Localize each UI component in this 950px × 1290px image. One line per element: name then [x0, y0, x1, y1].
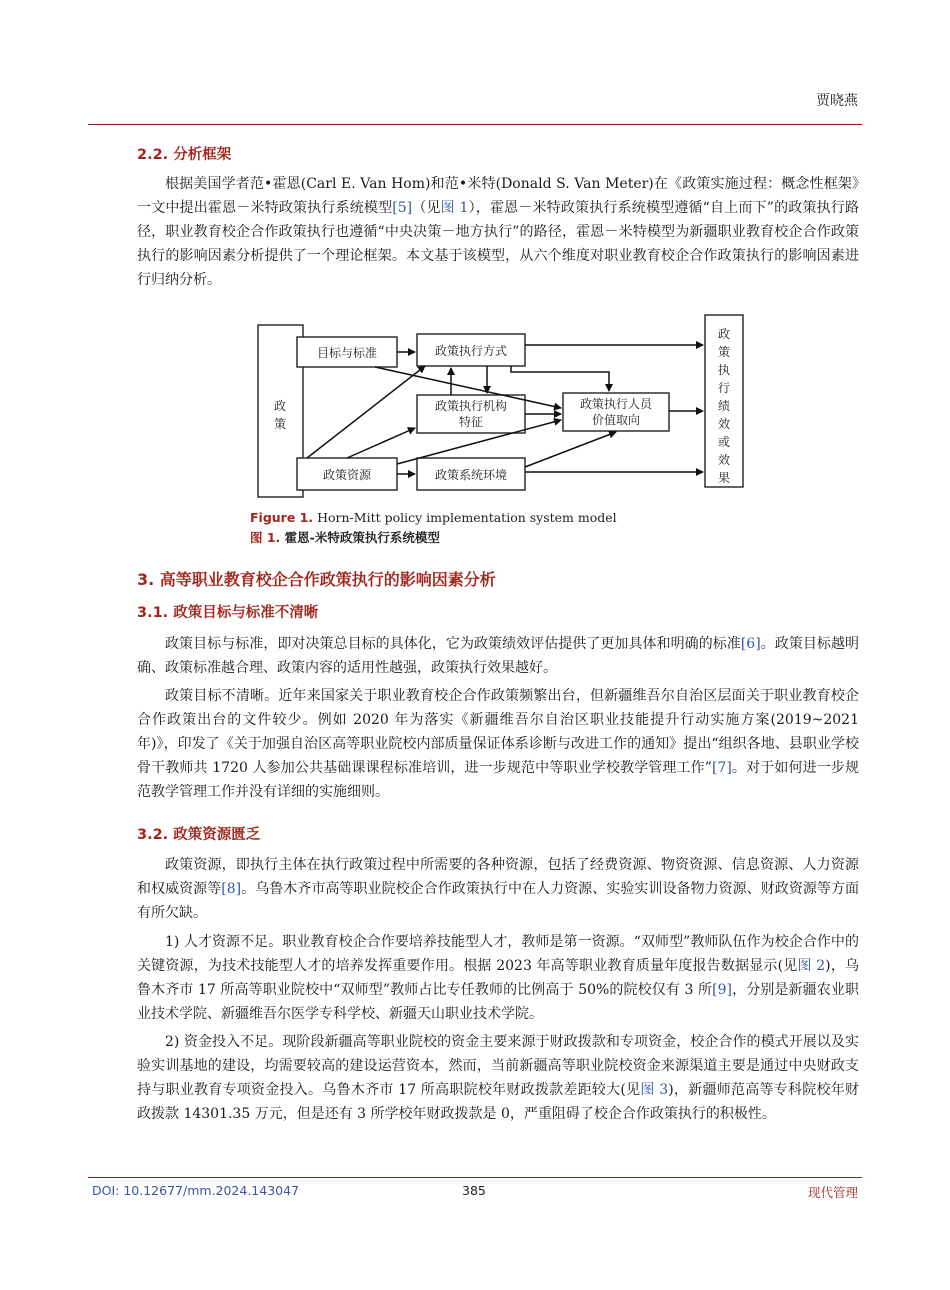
- svg-text:政: 政: [717, 327, 731, 341]
- arrow-resources-method: [307, 366, 425, 458]
- horn-mitt-model-diagram: [255, 312, 755, 512]
- citation-5[interactable]: [5]: [392, 200, 413, 216]
- node-policy-char-1: 政: [273, 399, 287, 413]
- section-3-1-title: 3.1. 政策目标与标准不清晰: [137, 605, 319, 621]
- section-3-title: 3. 高等职业教育校企合作政策执行的影响因素分析: [137, 570, 496, 589]
- section-3-2-paragraph-1: 政策资源，即执行主体在执行政策过程中所需要的各种资源，包括了经费资源、物资资源、信息资源、人力资源和权威资源等[8]。乌鲁木齐市高等职业院校企合作政策执行中在人力资源、实验实训设备物力资源、财政资源等方面有所欠缺。: [137, 857, 860, 921]
- figure-1-caption-en: Figure 1. Horn-Mitt policy implementation system model: [250, 510, 617, 525]
- arrow-environment-staff: [525, 432, 616, 467]
- svg-text:效: 效: [717, 417, 731, 431]
- node-staff-label-2: 价值取向: [591, 413, 641, 427]
- svg-text:行: 行: [717, 381, 731, 395]
- node-agency-label-2: 特征: [458, 415, 484, 429]
- footer-doi[interactable]: DOI: 10.12677/mm.2024.143047: [92, 1183, 300, 1198]
- header-author: 贾晓燕: [816, 93, 858, 109]
- citation-7[interactable]: [7]: [711, 760, 732, 776]
- arrow-resources-agency: [347, 428, 415, 458]
- figure-3-link[interactable]: 图 3: [640, 1082, 669, 1098]
- section-3-1-paragraph-1: 政策目标与标准，即对决策总目标的具体化，它为政策绩效评估提供了更加具体和明确的标准[6]。政策目标越明确、政策标准越合理、政策内容的适用性越强，政策执行效果越好。: [137, 636, 860, 676]
- section-2-2-paragraph: 根据美国学者范•霍恩(Carl E. Van Hom)和范•米特(Donald S. Van Meter)在《政策实施过程：概念性框架》一文中提出霍恩－米特政策执行系统模型[5]（见图 1），霍恩－米特政策执行系统模型遵循“自上而下”的政策执行路径，职业教育校企合作政策执行也遵循“中央决策－地方执行”的路径，霍恩－米特模型为新疆职业教育校企合作政策执行的影响因素分析提供了一个理论框架。本文基于该模型，从六个维度对职业教育校企合作政策执行的影响因素进行归纳分析。: [137, 176, 859, 288]
- svg-text:绩: 绩: [717, 399, 731, 413]
- svg-text:效: 效: [717, 453, 731, 467]
- node-method-label: 政策执行方式: [434, 344, 508, 358]
- svg-text:策: 策: [717, 345, 731, 359]
- citation-9[interactable]: [9]: [712, 982, 732, 998]
- section-3-1-paragraph-2: 政策目标不清晰。近年来国家关于职业教育校企合作政策频繁出台，但新疆维吾尔自治区层面关于职业教育校企合作政策出台的文件较少。例如 2020 年为落实《新疆维吾尔自治区职业技能提升行动实施方案(2019~2021 年)》，印发了《关于加强自治区高等职业院校内部质量保证体系诊断与改进工作的通知》提出“组织各地、县职业学校骨干教师共 1720 人参加公共基础课课程标准培训，进一步规范中等职业学校教学管理工作”[7]。对于如何进一步规范教学管理工作并没有详细的实施细则。: [137, 688, 860, 800]
- svg-text:或: 或: [717, 435, 731, 449]
- section-3-2-paragraph-2: 1) 人才资源不足。职业教育校企合作要培养技能型人才，教师是第一资源。“双师型”教师队伍作为校企合作中的关键资源，为技术技能型人才的培养发挥重要作用。根据 2023 年高等职业教育质量年度报告数据显示(见图 2)，乌鲁木齐市 17 所高等职业院校中“双师型”教师占比专任教师的比例高于 50%的院校仅有 3 所[9]，分别是新疆农业职业技术学院、新疆维吾尔医学专科学校、新疆天山职业技术学院。: [137, 934, 860, 1022]
- node-outcome-label: [718, 326, 730, 485]
- svg-text:执: 执: [717, 363, 731, 377]
- figure-1-link[interactable]: 图 1: [440, 200, 469, 216]
- header-divider: [88, 124, 862, 125]
- svg-text:果: 果: [717, 471, 731, 485]
- node-staff-label-1: 政策执行人员: [579, 397, 653, 411]
- node-environment-label: 政策系统环境: [434, 468, 508, 482]
- node-resources-label: 政策资源: [322, 468, 372, 482]
- node-goals-label: 目标与标准: [316, 346, 378, 360]
- citation-8[interactable]: [8]: [221, 881, 242, 897]
- section-3-2-title: 3.2. 政策资源匮乏: [137, 827, 261, 843]
- section-2-2-title: 2.2. 分析框架: [137, 147, 232, 163]
- footer-page-number: 385: [462, 1183, 486, 1198]
- footer-divider: [88, 1177, 862, 1178]
- figure-2-link[interactable]: 图 2: [797, 958, 826, 974]
- figure-1-caption-cn: 图 1. 霍恩-米特政策执行系统模型: [250, 530, 440, 545]
- node-policy-char-2: 策: [273, 417, 287, 431]
- footer-journal-name: 现代管理: [807, 1185, 858, 1200]
- citation-6[interactable]: [6]: [740, 636, 761, 652]
- section-3-2-paragraph-3: 2) 资金投入不足。现阶段新疆高等职业院校的资金主要来源于财政拨款和专项资金，校企合作的模式开展以及实验实训基地的建设，均需要较高的建设运营资本，然而，当前新疆高等职业院校资金来源渠道主要是通过中央财政支持与职业教育专项资金投入。乌鲁木齐市 17 所高职院校年财政拨款差距较大(见图 3)，新疆师范高等专科院校年财政拨款 14301.35 万元，但是还有 3 所学校年财政拨款是 0，严重阻碍了校企合作政策执行的积极性。: [137, 1034, 859, 1122]
- node-agency-label-1: 政策执行机构: [434, 399, 508, 413]
- arrow-method-staff: [511, 366, 609, 391]
